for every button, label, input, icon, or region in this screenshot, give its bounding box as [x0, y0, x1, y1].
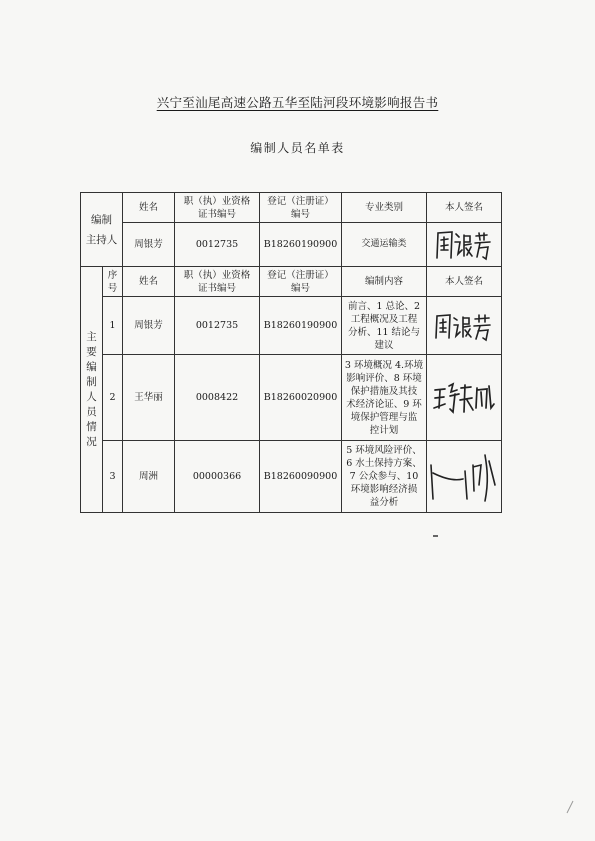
staff-label-char: 制 [86, 375, 97, 388]
host-data-row [81, 223, 502, 267]
staff-seq: 1 [103, 297, 123, 355]
staff-label-char: 主 [86, 330, 97, 343]
content-line: 术经济论证、9 环 [346, 398, 422, 410]
host-cert-no: 0012735 [175, 223, 260, 267]
content-line: 工程概况及工程 [350, 313, 418, 325]
staff-cert-no: 0008422 [175, 355, 260, 441]
content-line: 6 水土保持方案、 [346, 458, 422, 469]
staff-header-name: 姓名 [123, 267, 175, 297]
staff-label-char: 况 [86, 435, 97, 448]
content-line: 影响评价、8 环境 [346, 372, 422, 384]
host-header-cert [175, 193, 260, 223]
host-header-reg [260, 193, 342, 223]
document-title [0, 93, 595, 111]
staff-header-row [81, 267, 502, 297]
staff-label-char: 人 [86, 390, 97, 403]
content-line: 建议 [374, 339, 394, 351]
staff-header-content: 编制内容 [342, 267, 427, 297]
staff-name: 周银芳 [123, 297, 175, 355]
staff-header-reg [260, 267, 342, 297]
staff-table [80, 192, 502, 513]
staff-cert-no: 0012735 [175, 297, 260, 355]
staff-header-signature: 本人签名 [427, 267, 502, 297]
scan-mark [566, 800, 574, 814]
content-line: 7 公众参与、10 [349, 471, 419, 482]
host-header-row [81, 193, 502, 223]
staff-seq: 2 [103, 355, 123, 441]
staff-section-label [81, 267, 103, 513]
staff-header-cert-line1: 职（执）业资格 [183, 269, 251, 281]
host-section-label [81, 193, 123, 267]
staff-content [342, 441, 427, 513]
staff-signature-cell [427, 355, 502, 441]
host-specialty: 交通运输类 [342, 223, 427, 267]
document-subtitle: 编制人员名单表 [250, 141, 345, 155]
staff-reg-no: B18260090900 [260, 441, 342, 513]
content-line: 环境影响经济损 [350, 484, 418, 495]
staff-label-char: 情 [86, 420, 97, 433]
host-header-reg-line2: 编号 [290, 208, 310, 220]
host-header-cert-line2: 证书编号 [197, 208, 236, 220]
host-header-name: 姓名 [123, 193, 175, 223]
staff-header-cert [175, 267, 260, 297]
content-line: 分析、11 结论与 [347, 326, 421, 338]
content-line: 5 环境风险评价、 [346, 445, 422, 456]
staff-signature-image-3 [429, 451, 501, 503]
table-row [81, 297, 502, 355]
table-row [81, 441, 502, 513]
host-signature-image [433, 228, 495, 262]
scan-mark [433, 535, 439, 538]
host-name: 周银芳 [123, 223, 175, 267]
staff-header-seq [103, 267, 123, 297]
staff-content [342, 355, 427, 441]
staff-name: 王华丽 [123, 355, 175, 441]
staff-content [342, 297, 427, 355]
host-header-specialty: 专业类别 [342, 193, 427, 223]
host-header-reg-line1: 登记（注册证） [267, 195, 334, 207]
staff-header-cert-line2: 证书编号 [197, 282, 236, 294]
staff-header-reg-line2: 编号 [290, 282, 310, 294]
staff-seq: 3 [103, 441, 123, 513]
staff-cert-no: 00000366 [175, 441, 260, 513]
staff-signature-image-2 [431, 378, 497, 418]
staff-header-seq-line2: 号 [107, 282, 118, 294]
table-row [81, 355, 502, 441]
content-line: 控计划 [369, 424, 399, 436]
document-title-text: 兴宁至汕尾高速公路五华至陆河段环境影响报告书 [156, 95, 439, 110]
staff-signature-cell [427, 441, 502, 513]
host-reg-no: B18260190900 [260, 223, 342, 267]
host-label-line2: 主持人 [85, 233, 118, 246]
content-line: 益分析 [369, 497, 399, 508]
staff-reg-no: B18260020900 [260, 355, 342, 441]
staff-signature-cell [427, 297, 502, 355]
staff-label-char: 要 [86, 345, 97, 358]
staff-reg-no: B18260190900 [260, 297, 342, 355]
staff-signature-image-1 [432, 310, 496, 342]
staff-header-seq-line1: 序 [107, 269, 118, 281]
staff-name: 周洲 [123, 441, 175, 513]
staff-label-char: 编 [86, 360, 97, 373]
host-header-signature: 本人签名 [427, 193, 502, 223]
host-header-cert-line1: 职（执）业资格 [183, 195, 251, 207]
staff-label-char: 员 [86, 405, 97, 418]
content-line: 保护措施及其技 [350, 385, 418, 397]
content-line: 3 环境概况 4.环境 [344, 359, 424, 371]
content-line: 境保护管理与监 [350, 411, 418, 423]
staff-header-reg-line1: 登记（注册证） [267, 269, 334, 281]
content-line: 前言、1 总论、2 [347, 300, 421, 312]
host-signature-cell [427, 223, 502, 267]
host-label-line1: 编制 [91, 213, 112, 226]
